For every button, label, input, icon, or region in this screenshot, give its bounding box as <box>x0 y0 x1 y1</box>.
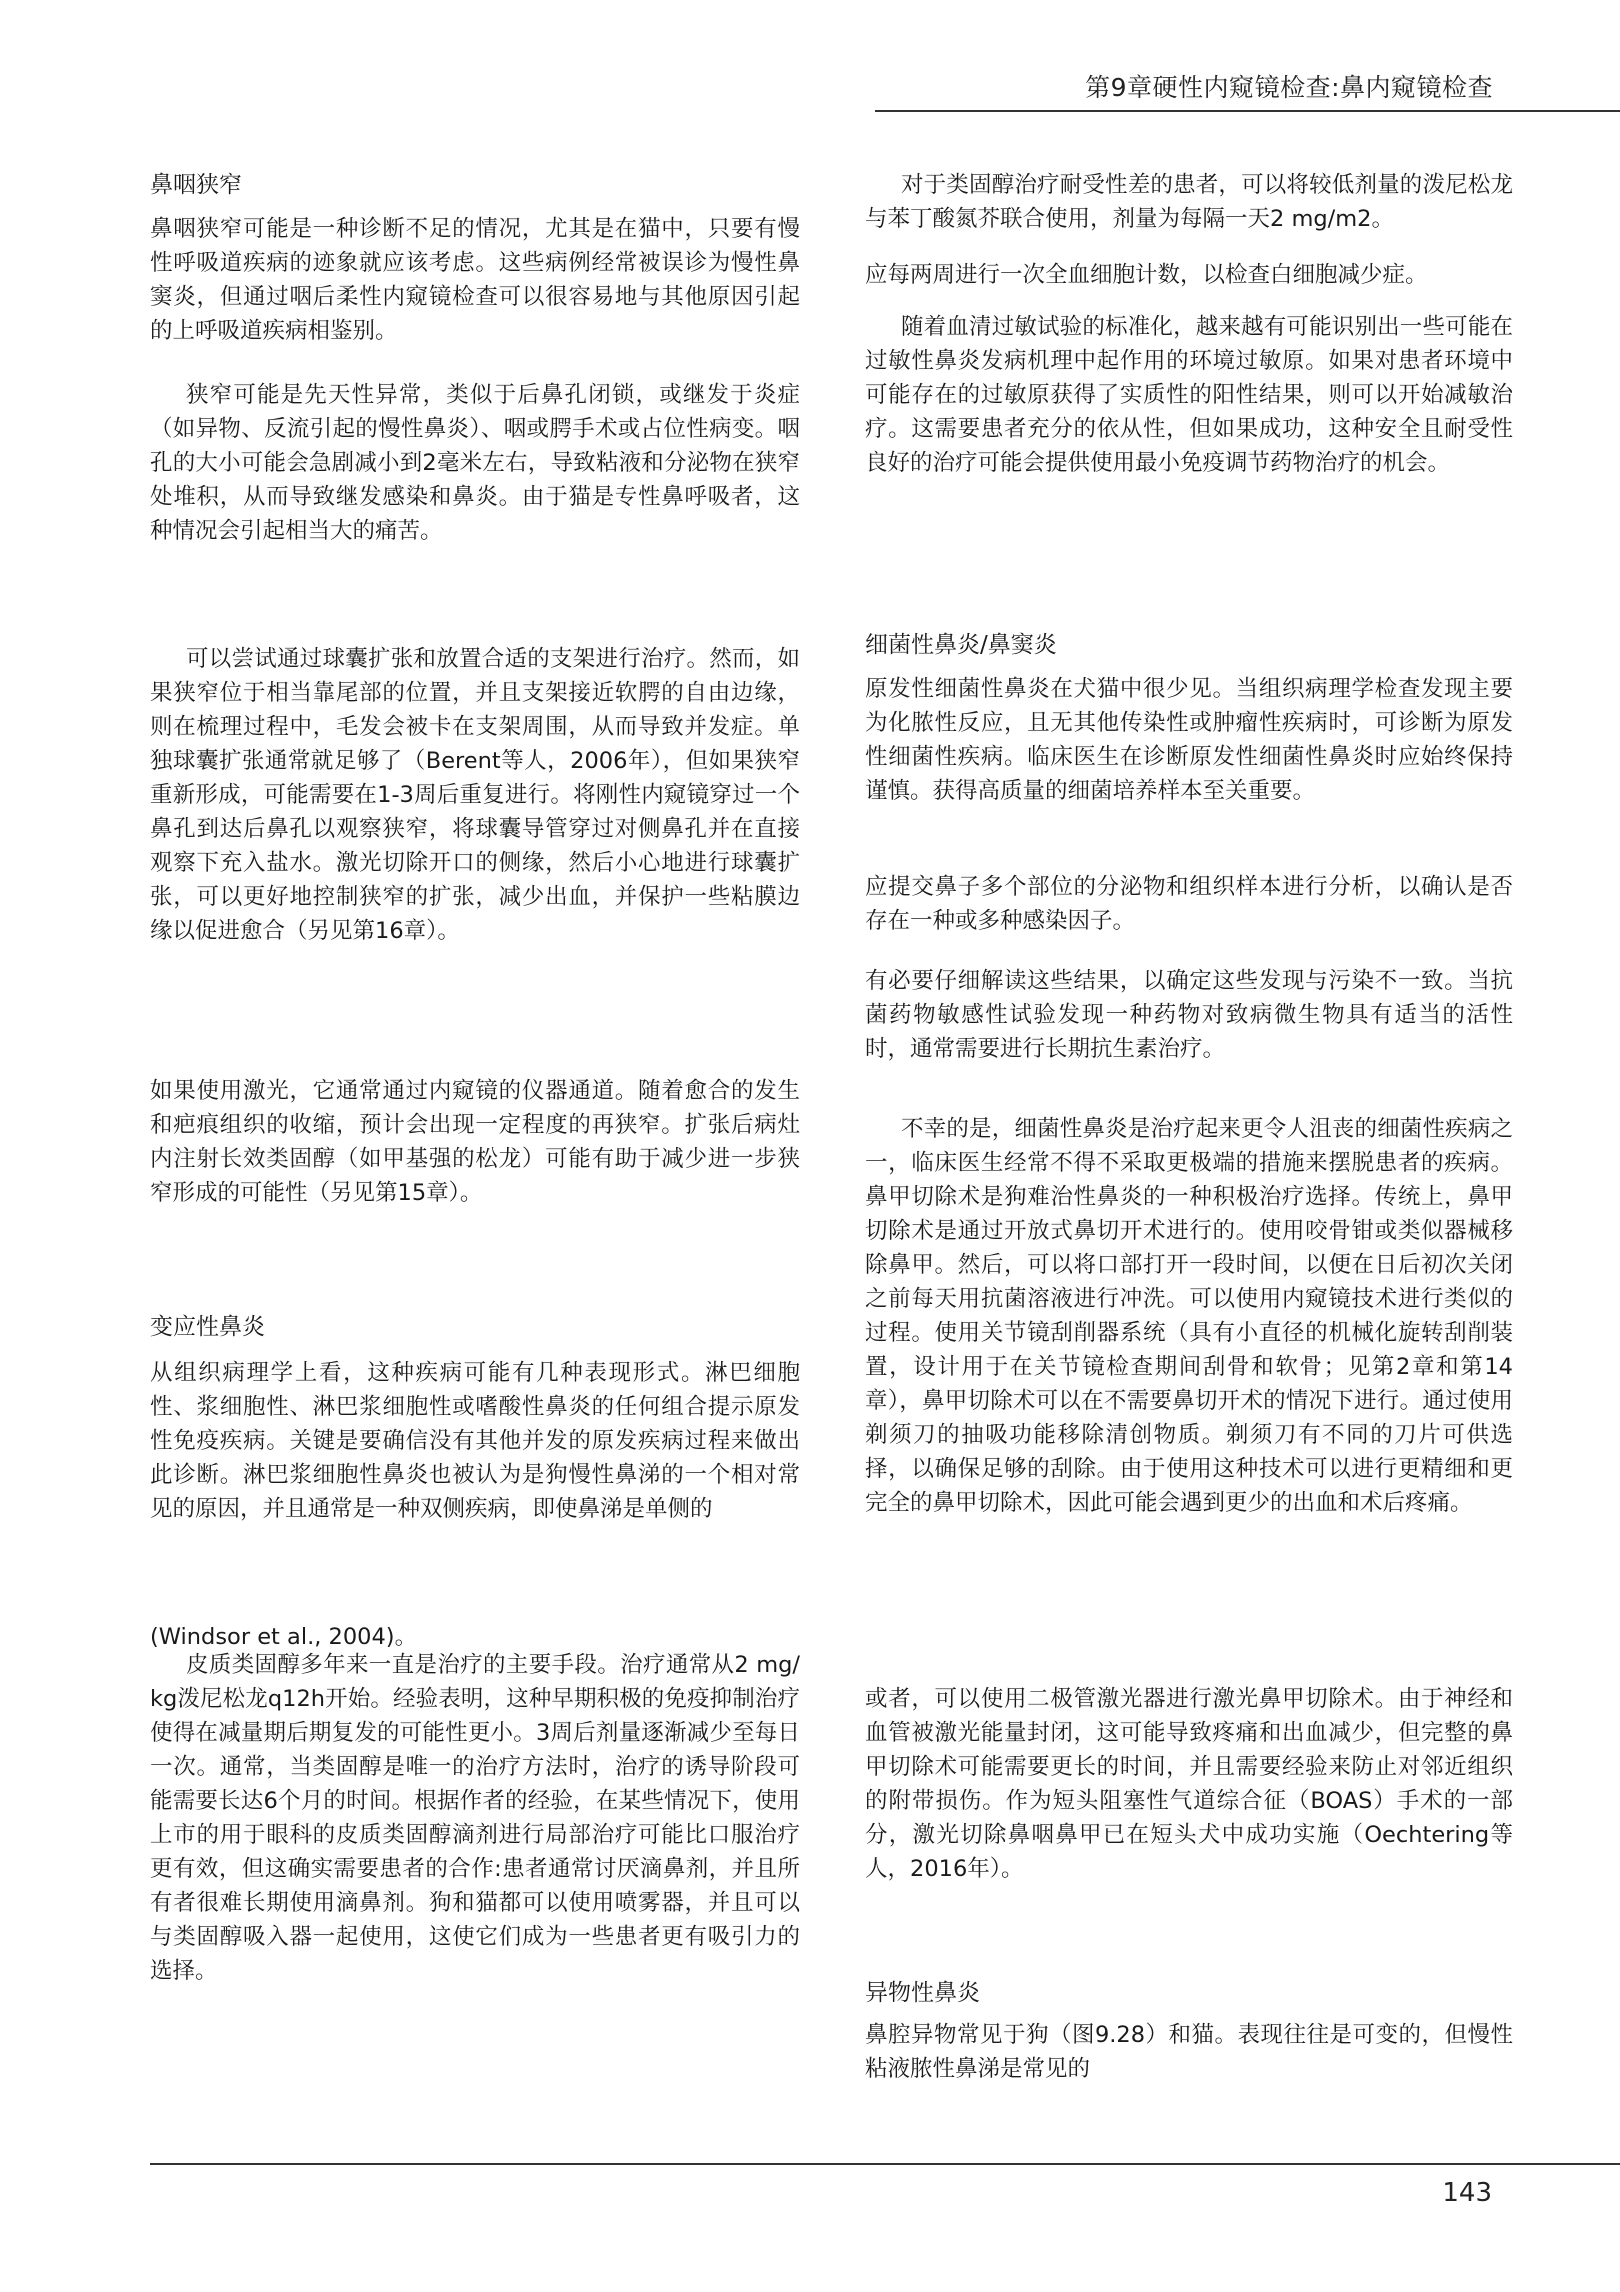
paragraph: 应提交鼻子多个部位的分泌物和组织样本进行分析，以确认是否存在一种或多种感染因子。 <box>865 874 1513 934</box>
paragraph: 有必要仔细解读这些结果，以确定这些发现与污染不一致。当抗菌药物敏感性试验发现一种药物对致病微生物具有适当的活性时，通常需要进行长期抗生素治疗。 <box>865 968 1513 1062</box>
citation: (Windsor et al., 2004)。 <box>150 1624 418 1650</box>
running-head-title: 第9章硬性内窥镜检查:鼻内窥镜检查 <box>1085 73 1493 102</box>
paragraph: 随着血清过敏试验的标准化，越来越有可能识别出一些可能在过敏性鼻炎发病机理中起作用的环境过敏原。如果对患者环境中可能存在的过敏原获得了实质性的阳性结果，则可以开始减敏治疗。这需要患者充分的依从性，但如果成功，这种安全且耐受性良好的治疗可能会提供使用最小免疫调节药物治疗的机会。 <box>865 314 1513 476</box>
section-heading-allergic-rhinitis: 变应性鼻炎 <box>150 1314 265 1340</box>
page-number: 143 <box>1442 2178 1492 2208</box>
paragraph: 皮质类固醇多年来一直是治疗的主要手段。治疗通常从2 mg/kg泼尼松龙q12h开始。经验表明，这种早期积极的免疫抑制治疗使得在减量期后期复发的可能性更小。3周后剂量逐渐减少至每日一次。通常，当类固醇是唯一的治疗方法时，治疗的诱导阶段可能需要长达6个月的时间。根据作者的经验，在某些情况下，使用上市的用于眼科的皮质类固醇滴剂进行局部治疗可能比口服治疗更有效，但这确实需要患者的合作:患者通常讨厌滴鼻剂，并且所有者很难长期使用滴鼻剂。狗和猫都可以使用喷雾器，并且可以与类固醇吸入器一起使用，这使它们成为一些患者更有吸引力的选择。 <box>150 1652 800 1984</box>
paragraph: 或者，可以使用二极管激光器进行激光鼻甲切除术。由于神经和血管被激光能量封闭，这可能导致疼痛和出血减少，但完整的鼻甲切除术可能需要更长的时间，并且需要经验来防止对邻近组织的附带损伤。作为短头阻塞性气道综合征（BOAS）手术的一部分，激光切除鼻咽鼻甲已在短头犬中成功实施（Oechtering等人，2016年）。 <box>865 1686 1513 1882</box>
paragraph: 对于类固醇治疗耐受性差的患者，可以将较低剂量的泼尼松龙与苯丁酸氮芥联合使用，剂量为每隔一天2 mg/m2。 <box>865 172 1513 232</box>
paragraph: 狭窄可能是先天性异常，类似于后鼻孔闭锁，或继发于炎症（如异物、反流引起的慢性鼻炎）、咽或腭手术或占位性病变。咽孔的大小可能会急剧减小到2毫米左右，导致粘液和分泌物在狭窄处堆积，从而导致继发感染和鼻炎。由于猫是专性鼻呼吸者，这种情况会引起相当大的痛苦。 <box>150 382 800 544</box>
paragraph: 鼻腔异物常见于狗（图9.28）和猫。表现往往是可变的，但慢性粘液脓性鼻涕是常见的 <box>865 2022 1513 2082</box>
section-heading-nasopharyngeal-stenosis: 鼻咽狭窄 <box>150 172 242 198</box>
paragraph: 可以尝试通过球囊扩张和放置合适的支架进行治疗。然而，如果狭窄位于相当靠尾部的位置，并且支架接近软腭的自由边缘，则在梳理过程中，毛发会被卡在支架周围，从而导致并发症。单独球囊扩张通常就足够了（Berent等人，2006年），但如果狭窄重新形成，可能需要在1-3周后重复进行。将刚性内窥镜穿过一个鼻孔到达后鼻孔以观察狭窄，将球囊导管穿过对侧鼻孔并在直接观察下充入盐水。激光切除开口的侧缘，然后小心地进行球囊扩张，可以更好地控制狭窄的扩张，减少出血，并保护一些粘膜边缘以促进愈合（另见第16章）。 <box>150 646 800 944</box>
header-rule <box>875 110 1620 112</box>
paragraph: 鼻咽狭窄可能是一种诊断不足的情况，尤其是在猫中，只要有慢性呼吸道疾病的迹象就应该考虑。这些病例经常被误诊为慢性鼻窦炎，但通过咽后柔性内窥镜检查可以很容易地与其他原因引起的上呼吸道疾病相鉴别。 <box>150 216 800 344</box>
section-heading-foreign-body-rhinitis: 异物性鼻炎 <box>865 1980 980 2006</box>
paragraph: 从组织病理学上看，这种疾病可能有几种表现形式。淋巴细胞性、浆细胞性、淋巴浆细胞性或嗜酸性鼻炎的任何组合提示原发性免疫疾病。关键是要确信没有其他并发的原发疾病过程来做出此诊断。淋巴浆细胞性鼻炎也被认为是狗慢性鼻涕的一个相对常见的原因，并且通常是一种双侧疾病，即使鼻涕是单侧的 <box>150 1360 800 1522</box>
paragraph: 原发性细菌性鼻炎在犬猫中很少见。当组织病理学检查发现主要为化脓性反应，且无其他传染性或肿瘤性疾病时，可诊断为原发性细菌性疾病。临床医生在诊断原发性细菌性鼻炎时应始终保持谨慎。获得高质量的细菌培养样本至关重要。 <box>865 676 1513 804</box>
paragraph: 应每两周进行一次全血细胞计数，以检查白细胞减少症。 <box>865 262 1428 288</box>
footer-rule <box>150 2163 1620 2165</box>
paragraph: 如果使用激光，它通常通过内窥镜的仪器通道。随着愈合的发生和疤痕组织的收缩，预计会出现一定程度的再狭窄。扩张后病灶内注射长效类固醇（如甲基强的松龙）可能有助于减少进一步狭窄形成的可能性（另见第15章）。 <box>150 1078 800 1206</box>
paragraph: 不幸的是，细菌性鼻炎是治疗起来更令人沮丧的细菌性疾病之一，临床医生经常不得不采取更极端的措施来摆脱患者的疾病。鼻甲切除术是狗难治性鼻炎的一种积极治疗选择。传统上，鼻甲切除术是通过开放式鼻切开术进行的。使用咬骨钳或类似器械移除鼻甲。然后，可以将口部打开一段时间，以便在日后初次关闭之前每天用抗菌溶液进行冲洗。可以使用内窥镜技术进行类似的过程。使用关节镜刮削器系统（具有小直径的机械化旋转刮削装置，设计用于在关节镜检查期间刮骨和软骨；见第2章和第14章），鼻甲切除术可以在不需要鼻切开术的情况下进行。通过使用剃须刀的抽吸功能移除清创物质。剃须刀有不同的刀片可供选择，以确保足够的刮除。由于使用这种技术可以进行更精细和更完全的鼻甲切除术，因此可能会遇到更少的出血和术后疼痛。 <box>865 1116 1513 1516</box>
section-heading-bacterial-rhinitis: 细菌性鼻炎/鼻窦炎 <box>865 632 1057 658</box>
